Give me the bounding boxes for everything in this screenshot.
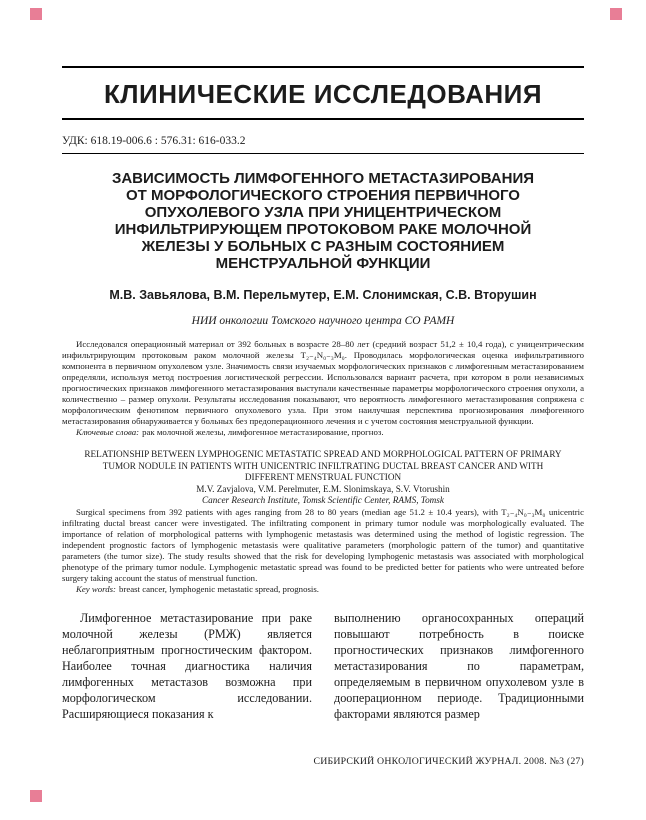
abstract-ru xyxy=(62,339,584,438)
section-header xyxy=(62,66,584,120)
corner-mark-top-right xyxy=(610,8,622,20)
article-title-ru xyxy=(62,170,584,272)
body-paragraph-left: Лимфогенное метастазирование при раке молочной железы (РМЖ) является неблагоприятным прогностическим фактором. Наиболее точная диагностика наличия лимфогенных метастазов возможна при морфологическом исследовании. Расширяющиеся показания к xyxy=(62,610,312,721)
article-body xyxy=(62,610,584,722)
keywords-en-label: Key words: xyxy=(76,583,116,594)
body-column-right xyxy=(334,610,584,722)
article-title-en-line: DIFFERENT MENSTRUAL FUNCTION xyxy=(244,472,402,482)
body-column-left xyxy=(62,610,312,722)
article-title-en-line: TUMOR NODULE IN PATIENTS WITH UNICENTRIC INFILTRATING DUCTAL BREAST CANCER AND WITH xyxy=(102,460,544,471)
affiliation-ru: НИИ онкологии Томского научного центра СО РАМН xyxy=(191,315,455,327)
keywords-ru-text: рак молочной железы, лимфогенное метастазирование, прогноз. xyxy=(142,427,384,437)
article-title-ru-line: ИНФИЛЬТРИРУЮЩЕМ ПРОТОКОВОМ РАКЕ МОЛОЧНОЙ xyxy=(114,221,532,238)
authors-en: M.V. Zavjalova, V.M. Perelmuter, E.M. Slonimskaya, S.V. Vtorushin xyxy=(196,483,450,494)
keywords-en xyxy=(62,584,584,595)
article-title-ru-line: ЖЕЛЕЗЫ У БОЛЬНЫХ С РАЗНЫМ СОСТОЯНИЕМ xyxy=(141,238,505,255)
divider-rule xyxy=(62,153,584,154)
keywords-ru xyxy=(62,427,584,438)
section-title: КЛИНИЧЕСКИЕ ИССЛЕДОВАНИЯ xyxy=(103,79,543,109)
affiliation-en: Cancer Research Institute, Tomsk Scientific Center, RAMS, Tomsk xyxy=(202,495,444,505)
abstract-en xyxy=(62,507,584,595)
udk-code: УДК: 618.19-006.6 : 576.31: 616-033.2 xyxy=(62,135,246,147)
authors-ru: М.В. Завьялова, В.М. Перельмутер, Е.М. Слонимская, С.В. Вторушин xyxy=(109,288,537,302)
abstract-ru-text: Исследовался операционный материал от 392 больных в возрасте 28–80 лет (средний возраст 51,2 ± 10,4 года), с уницентрическим инфильтрирующим протоковым раком молочной железы T₂₋₄N₀₋₃M₀. Проводилась морфологическая оценка инфильтративного компонента в первичном опухолевом узле. Значимость связи изучаемых морфологических признаков с лимфогенным метастазированием определяли, используя метод построения логистической регрессии. Использовался вариант расчета, при котором в роли независимых прогностических признаков лимфогенного метастазирования выступали качественные параметры морфологического строения опухоли, а количественно – размер опухоли. Результаты исследования показывают, что вероятность лимфогенного метастазирования сопряжена с морфологическим фенотипом первичного опухолевого узла. При этом наилучшая перспектива прогнозирования лимфогенного метастазирования обнаруживается у больных без предоперационного лечения и с учетом состояния менструальной функции. xyxy=(62,339,584,426)
corner-mark-top-left xyxy=(30,8,42,20)
article-title-ru-line: ОПУХОЛЕВОГО УЗЛА ПРИ УНИЦЕНТРИЧЕСКОМ xyxy=(144,204,502,221)
page-content xyxy=(0,66,646,722)
corner-mark-bottom-left xyxy=(30,790,42,802)
article-title-ru-line: ОТ МОРФОЛОГИЧЕСКОГО СТРОЕНИЯ ПЕРВИЧНОГО xyxy=(126,187,520,204)
journal-footer: СИБИРСКИЙ ОНКОЛОГИЧЕСКИЙ ЖУРНАЛ. 2008. №3 (27) xyxy=(313,756,584,767)
article-title-en-line: RELATIONSHIP BETWEEN LYMPHOGENIC METASTATIC SPREAD AND MORPHOLOGICAL PATTERN OF PRIMARY xyxy=(84,449,562,459)
article-title-ru-line: МЕНСТРУАЛЬНОЙ ФУНКЦИИ xyxy=(215,255,431,272)
keywords-en-text: breast cancer, lymphogenic metastatic spread, prognosis. xyxy=(119,583,319,594)
article-title-en xyxy=(62,449,584,484)
abstract-en-text: Surgical specimens from 392 patients with ages ranging from 28 to 80 years (median age 51.2 ± 10.4 years), with T₂₋₄N₀₋₃M₀ unicentric infiltrating ductal breast cancer were investigated. The infiltrating component in primary tumor nodule was morphologically evaluated. The importance of relation of morphological patterns with lymphogenic metastasis was determined using the method of logistic regression. The independent prognostic factors of lymphogenic metastasis were qualitative parameters (morphologic pattern of the tumor) and quantitative parameters (the tumor size). The study results showed that the risk for developing lymphogenic metastasis was associated with morphological phenotype of the primary tumor nodule. Lymphogenic metastatic spread was found to be predicted better for patients who were untreated before surgery taking account the status of menstrual function. xyxy=(62,506,584,583)
keywords-ru-label: Ключевые слова: xyxy=(76,427,140,437)
article-title-ru-line: ЗАВИСИМОСТЬ ЛИМФОГЕННОГО МЕТАСТАЗИРОВАНИЯ xyxy=(111,170,535,187)
body-paragraph-right: выполнению органосохранных операций повышают потребность в поиске прогностических признаков лимфогенного метастазирования по параметрам, определяемым в первичном опухолевом узле в дооперационном периоде. Традиционными факторами являются размер xyxy=(334,610,584,721)
